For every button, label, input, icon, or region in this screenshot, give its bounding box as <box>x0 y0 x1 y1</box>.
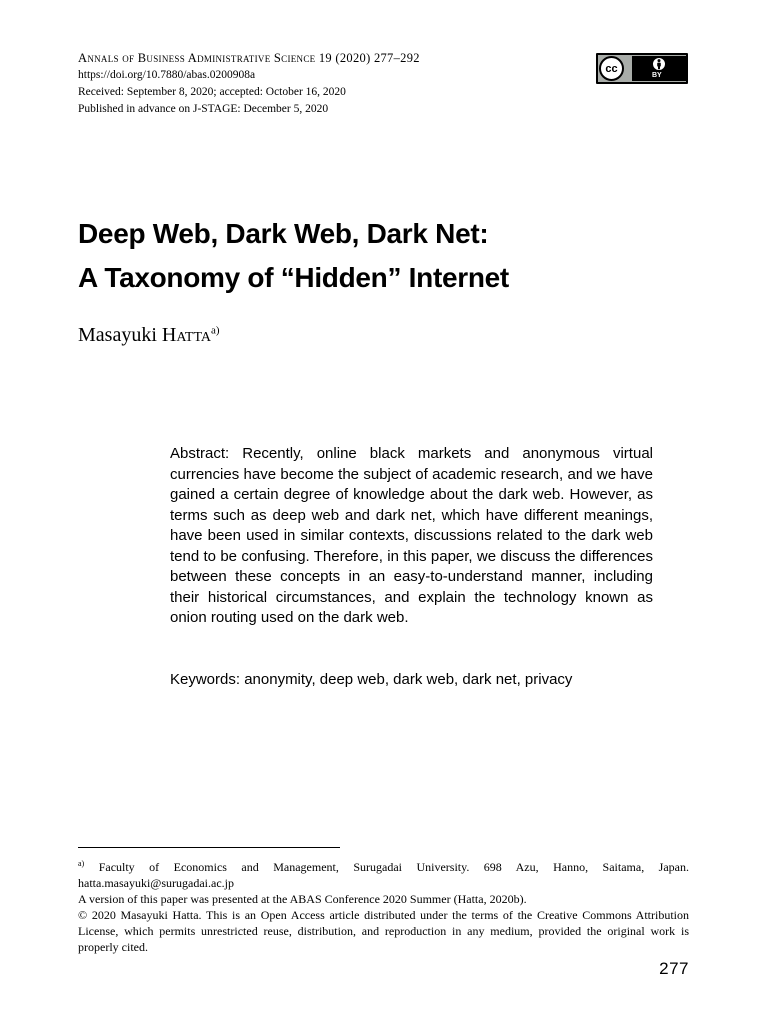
title-line-1: Deep Web, Dark Web, Dark Net: <box>78 218 489 249</box>
author-line <box>78 324 220 347</box>
cc-by-license-badge[interactable] <box>596 53 688 84</box>
abstract: Abstract: Recently, online black markets and anonymous virtual currencies have become the subject of academic research, and we have gained a certain degree of knowledge about the dark web. However, as terms such as deep web and dark net, which have different meanings, have been used in similar contexts, discussions related to the dark web tend to be confusing. Therefore, in this paper, we discuss the differences between these concepts in an easy-to-understand manner, including their historical circumstances, and explain the technology known as onion routing used on the dark web. <box>170 445 653 626</box>
affiliation-text: Faculty of Economics and Management, Surugadai University. 698 Azu, Hanno, Saitama, Japan. hatta.masayuki@surugadai.ac.jp <box>78 860 689 890</box>
by-label: BY <box>652 72 662 79</box>
attribution-person-icon <box>651 56 667 72</box>
footnote-divider <box>78 847 340 848</box>
footnote-copyright: © 2020 Masayuki Hatta. This is an Open Access article distributed under the terms of the Creative Commons Attribution License, which permits unrestricted reuse, distribution, and reproduction in any medium, provided the original work is properly cited. <box>78 908 689 954</box>
footnotes <box>78 856 689 955</box>
received-dates: Received: September 8, 2020; accepted: October 16, 2020 <box>78 86 346 98</box>
published-date: Published in advance on J-STAGE: December 5, 2020 <box>78 103 329 115</box>
page-number: 277 <box>659 959 689 978</box>
journal-citation: Annals of Business Administrative Science 19 (2020) 277–292 <box>78 51 420 65</box>
footnote-presented: A version of this paper was presented at the ABAS Conference 2020 Summer (Hatta, 2020b). <box>78 892 527 906</box>
keywords: Keywords: anonymity, deep web, dark web, dark net, privacy <box>170 671 573 688</box>
author-affiliation-mark: a) <box>211 324 220 337</box>
cc-icon: cc <box>599 56 624 81</box>
author-family-name: Hatta <box>161 324 211 346</box>
author-given-name: Masayuki <box>78 324 162 346</box>
title-line-2: A Taxonomy of “Hidden” Internet <box>78 262 509 293</box>
journal-header <box>78 50 420 118</box>
footnote-mark: a) <box>78 859 85 868</box>
footnote-affiliation <box>78 856 689 891</box>
doi-link[interactable]: https://doi.org/10.7880/abas.0200908a <box>78 69 256 81</box>
paper-title <box>78 212 509 300</box>
